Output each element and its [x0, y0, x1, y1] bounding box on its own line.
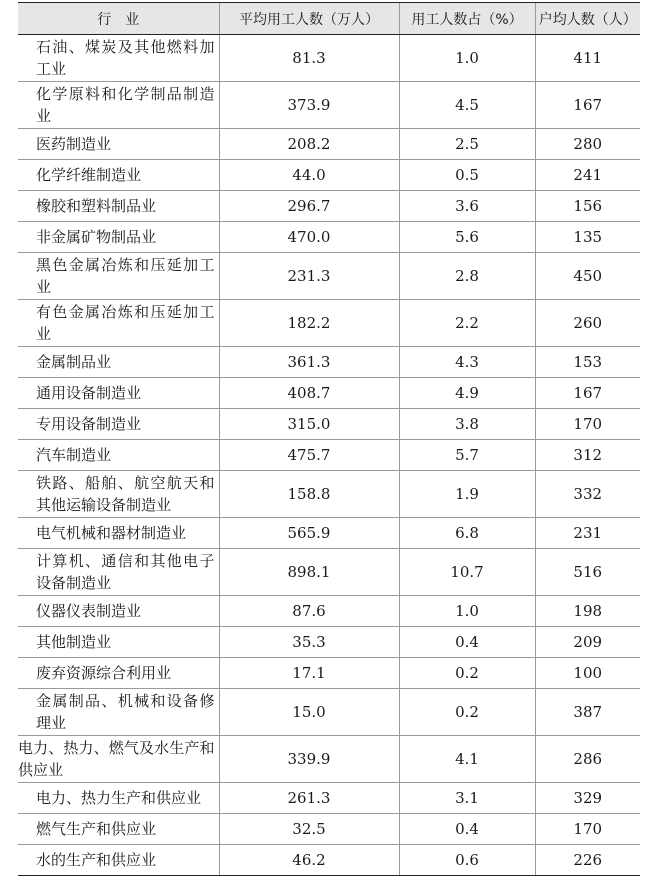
- table-row: [18, 440, 640, 471]
- avg-workers-cell: 46.2: [219, 845, 399, 876]
- industry-name: 金属制品业: [36, 353, 112, 371]
- industry-name-cell: [18, 300, 219, 347]
- industry-employment-table: [18, 2, 640, 876]
- industry-name-cell: [18, 845, 219, 876]
- avg-per-enterprise-cell: 280: [535, 129, 640, 160]
- avg-per-enterprise-cell: 332: [535, 471, 640, 518]
- table-row: [18, 222, 640, 253]
- industry-name: 化学原料和化学制品制造业: [36, 85, 215, 125]
- industry-name: 金属制品、机械和设备修理业: [36, 692, 215, 732]
- industry-name: 燃气生产和供应业: [36, 820, 157, 838]
- industry-name: 计算机、通信和其他电子设备制造业: [36, 552, 215, 592]
- avg-workers-cell: 231.3: [219, 253, 399, 300]
- avg-per-enterprise-cell: 153: [535, 347, 640, 378]
- industry-name: 电力、热力生产和供应业: [36, 789, 202, 807]
- table-row: [18, 347, 640, 378]
- table-row: [18, 549, 640, 596]
- avg-workers-cell: 32.5: [219, 814, 399, 845]
- avg-per-enterprise-cell: 226: [535, 845, 640, 876]
- avg-workers-cell: 470.0: [219, 222, 399, 253]
- avg-workers-cell: 17.1: [219, 658, 399, 689]
- worker-share-cell: 5.7: [399, 440, 535, 471]
- avg-per-enterprise-cell: 286: [535, 736, 640, 783]
- industry-name: 仪器仪表制造业: [36, 602, 142, 620]
- industry-name: 化学纤维制造业: [36, 166, 142, 184]
- industry-name-cell: [18, 378, 219, 409]
- table-row: [18, 253, 640, 300]
- avg-workers-cell: 898.1: [219, 549, 399, 596]
- avg-workers-cell: 296.7: [219, 191, 399, 222]
- header-avg-per-enterprise: 户均人数（人）: [535, 3, 640, 35]
- avg-per-enterprise-cell: 198: [535, 596, 640, 627]
- table-row: [18, 658, 640, 689]
- table-row: [18, 160, 640, 191]
- industry-name: 废弃资源综合利用业: [36, 664, 172, 682]
- avg-per-enterprise-cell: 209: [535, 627, 640, 658]
- avg-workers-cell: 315.0: [219, 409, 399, 440]
- avg-per-enterprise-cell: 450: [535, 253, 640, 300]
- header-avg-workers: 平均用工人数（万人）: [219, 3, 399, 35]
- avg-workers-cell: 87.6: [219, 596, 399, 627]
- industry-name-cell: [18, 35, 219, 82]
- avg-per-enterprise-cell: 231: [535, 518, 640, 549]
- worker-share-cell: 4.3: [399, 347, 535, 378]
- table-row: [18, 689, 640, 736]
- industry-name: 其他制造业: [36, 633, 112, 651]
- industry-name: 医药制造业: [36, 135, 112, 153]
- industry-name-cell: [18, 222, 219, 253]
- table-row: [18, 518, 640, 549]
- avg-workers-cell: 15.0: [219, 689, 399, 736]
- worker-share-cell: 0.4: [399, 814, 535, 845]
- industry-name: 铁路、船舶、航空航天和其他运输设备制造业: [36, 474, 215, 514]
- industry-name-cell: [18, 627, 219, 658]
- worker-share-cell: 0.5: [399, 160, 535, 191]
- avg-per-enterprise-cell: 167: [535, 378, 640, 409]
- worker-share-cell: 1.9: [399, 471, 535, 518]
- worker-share-cell: 0.6: [399, 845, 535, 876]
- industry-name-cell: [18, 253, 219, 300]
- worker-share-cell: 6.8: [399, 518, 535, 549]
- table-row: [18, 409, 640, 440]
- industry-name-cell: [18, 596, 219, 627]
- industry-name-cell: [18, 736, 219, 783]
- industry-name-cell: [18, 689, 219, 736]
- industry-name-cell: [18, 160, 219, 191]
- avg-workers-cell: 182.2: [219, 300, 399, 347]
- avg-workers-cell: 361.3: [219, 347, 399, 378]
- worker-share-cell: 1.0: [399, 596, 535, 627]
- avg-per-enterprise-cell: 170: [535, 409, 640, 440]
- table-row: [18, 845, 640, 876]
- worker-share-cell: 0.4: [399, 627, 535, 658]
- avg-per-enterprise-cell: 167: [535, 82, 640, 129]
- industry-name-cell: [18, 191, 219, 222]
- avg-workers-cell: 44.0: [219, 160, 399, 191]
- industry-name: 电气机械和器材制造业: [36, 524, 187, 542]
- industry-name-cell: [18, 82, 219, 129]
- industry-name: 水的生产和供应业: [36, 851, 157, 869]
- industry-name: 有色金属冶炼和压延加工业: [36, 303, 215, 343]
- avg-per-enterprise-cell: 260: [535, 300, 640, 347]
- avg-per-enterprise-cell: 329: [535, 783, 640, 814]
- table-row: [18, 35, 640, 82]
- industry-name-cell: [18, 440, 219, 471]
- table-header-row: [18, 3, 640, 35]
- avg-workers-cell: 475.7: [219, 440, 399, 471]
- avg-per-enterprise-cell: 411: [535, 35, 640, 82]
- worker-share-cell: 2.8: [399, 253, 535, 300]
- avg-per-enterprise-cell: 100: [535, 658, 640, 689]
- avg-workers-cell: 35.3: [219, 627, 399, 658]
- industry-name: 石油、煤炭及其他燃料加工业: [36, 38, 215, 78]
- avg-per-enterprise-cell: 135: [535, 222, 640, 253]
- industry-name-cell: [18, 549, 219, 596]
- avg-per-enterprise-cell: 387: [535, 689, 640, 736]
- avg-workers-cell: 81.3: [219, 35, 399, 82]
- avg-per-enterprise-cell: 170: [535, 814, 640, 845]
- worker-share-cell: 5.6: [399, 222, 535, 253]
- worker-share-cell: 4.9: [399, 378, 535, 409]
- industry-name: 黑色金属冶炼和压延加工业: [36, 256, 215, 296]
- avg-workers-cell: 565.9: [219, 518, 399, 549]
- worker-share-cell: 2.5: [399, 129, 535, 160]
- worker-share-cell: 4.1: [399, 736, 535, 783]
- worker-share-cell: 4.5: [399, 82, 535, 129]
- worker-share-cell: 3.6: [399, 191, 535, 222]
- avg-per-enterprise-cell: 156: [535, 191, 640, 222]
- table-row: [18, 129, 640, 160]
- worker-share-cell: 3.8: [399, 409, 535, 440]
- table-row: [18, 191, 640, 222]
- avg-workers-cell: 408.7: [219, 378, 399, 409]
- table-row: [18, 596, 640, 627]
- worker-share-cell: 1.0: [399, 35, 535, 82]
- avg-workers-cell: 208.2: [219, 129, 399, 160]
- table-row: [18, 736, 640, 783]
- worker-share-cell: 0.2: [399, 658, 535, 689]
- industry-name-cell: [18, 814, 219, 845]
- avg-per-enterprise-cell: 516: [535, 549, 640, 596]
- industry-name-cell: [18, 409, 219, 440]
- worker-share-cell: 10.7: [399, 549, 535, 596]
- avg-per-enterprise-cell: 312: [535, 440, 640, 471]
- industry-name: 橡胶和塑料制品业: [36, 197, 157, 215]
- avg-workers-cell: 339.9: [219, 736, 399, 783]
- industry-name-cell: [18, 658, 219, 689]
- header-worker-share: 用工人数占（%）: [399, 3, 535, 35]
- industry-name-cell: [18, 347, 219, 378]
- industry-name-cell: [18, 129, 219, 160]
- worker-share-cell: 0.2: [399, 689, 535, 736]
- avg-workers-cell: 373.9: [219, 82, 399, 129]
- industry-table-container: [18, 2, 640, 876]
- table-row: [18, 378, 640, 409]
- industry-name: 专用设备制造业: [36, 415, 142, 433]
- industry-name-cell: [18, 471, 219, 518]
- table-row: [18, 300, 640, 347]
- avg-workers-cell: 158.8: [219, 471, 399, 518]
- table-row: [18, 82, 640, 129]
- table-body: [18, 35, 640, 876]
- table-row: [18, 471, 640, 518]
- industry-name-cell: [18, 783, 219, 814]
- industry-name: 汽车制造业: [36, 446, 112, 464]
- industry-name: 非金属矿物制品业: [36, 228, 157, 246]
- table-row: [18, 783, 640, 814]
- avg-per-enterprise-cell: 241: [535, 160, 640, 191]
- table-row: [18, 814, 640, 845]
- worker-share-cell: 2.2: [399, 300, 535, 347]
- worker-share-cell: 3.1: [399, 783, 535, 814]
- industry-name: 通用设备制造业: [36, 384, 142, 402]
- industry-name-cell: [18, 518, 219, 549]
- industry-name: 电力、热力、燃气及水生产和供应业: [18, 739, 215, 779]
- header-industry: 行 业: [18, 3, 219, 35]
- table-row: [18, 627, 640, 658]
- avg-workers-cell: 261.3: [219, 783, 399, 814]
